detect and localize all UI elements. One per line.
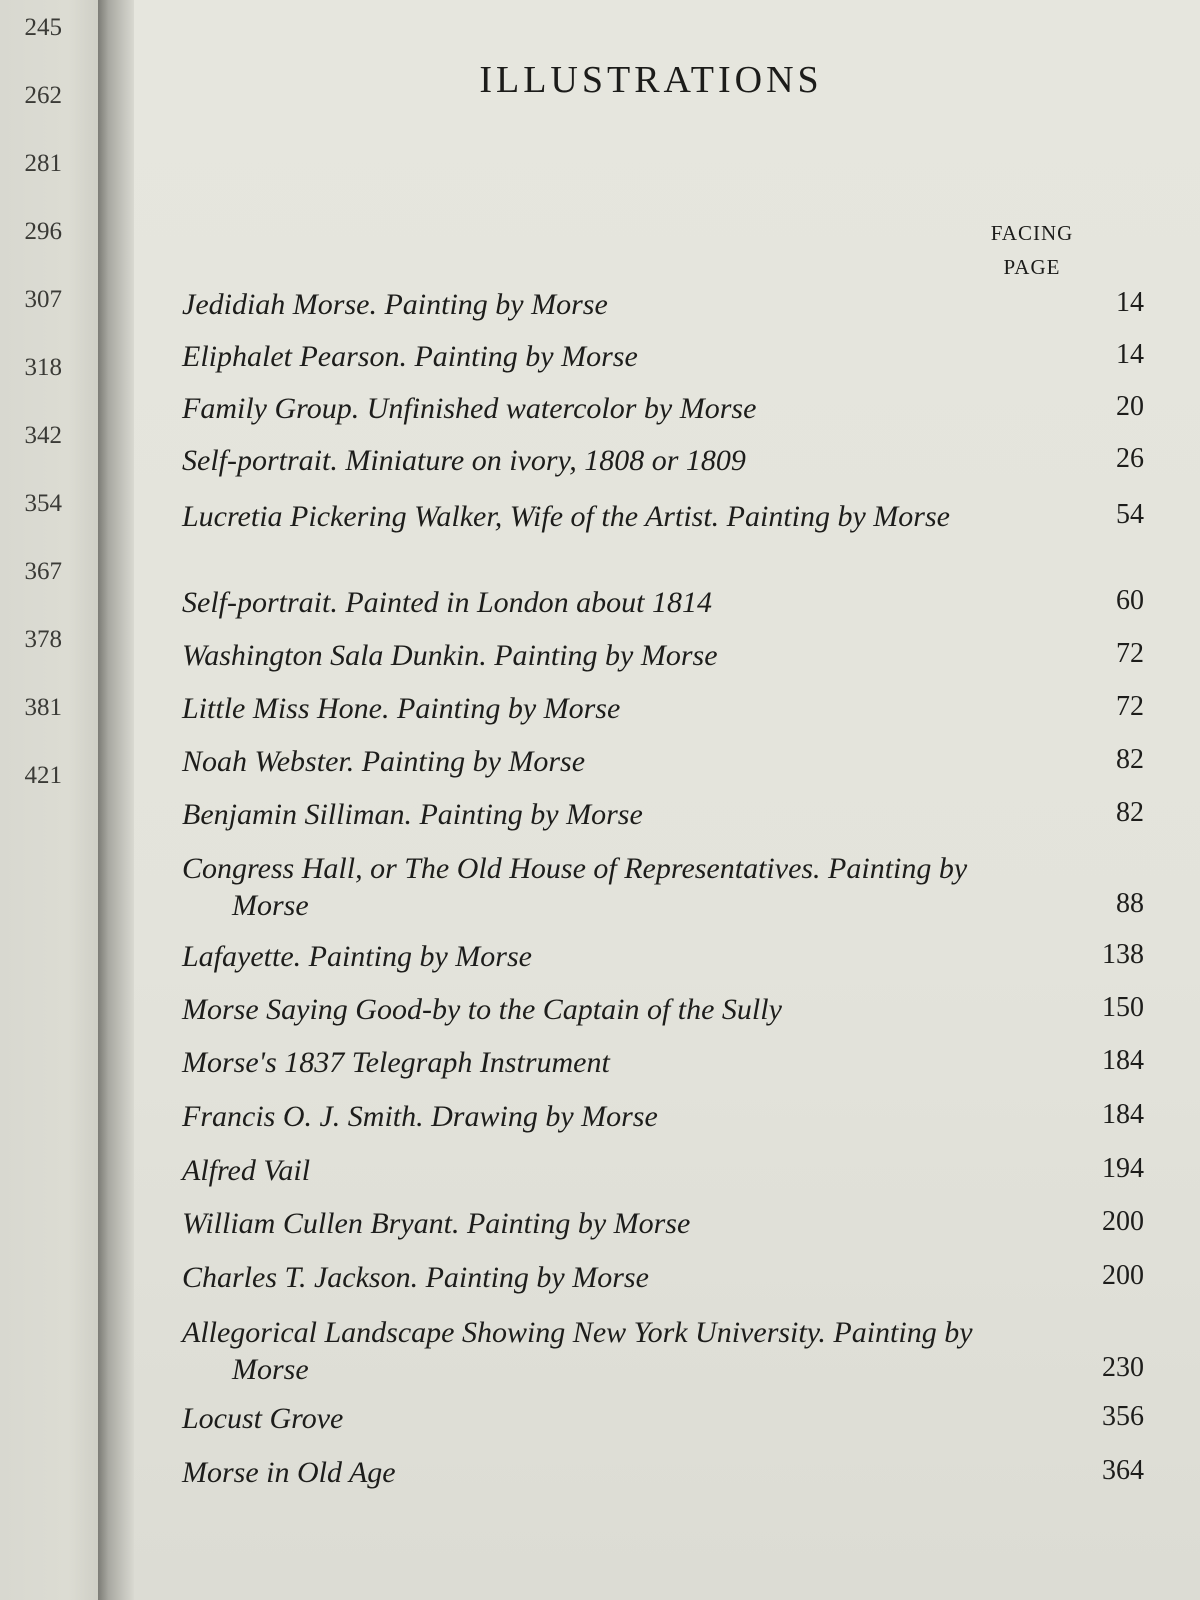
previous-page-number: 281 [24,150,62,177]
illustration-entry [182,991,1144,1028]
previous-page-number: 307 [24,286,62,313]
entry-title: Benjamin Silliman. Painting by Morse [182,798,643,831]
entry-page-number: 364 [1102,1455,1144,1486]
entry-title: Washington Sala Dunkin. Painting by Morse [182,639,718,672]
entry-title: Morse's 1837 Telegraph Instrument [182,1046,610,1079]
illustration-entry [182,743,1144,780]
entry-title: Jedidiah Morse. Painting by Morse [182,288,608,321]
entry-page-number: 88 [1116,888,1144,919]
page-label: PAGE [1003,255,1061,279]
illustration-entry [182,1098,1144,1135]
entry-page-number: 200 [1102,1206,1144,1237]
page-title: ILLUSTRATIONS [479,59,823,101]
illustration-entry [182,390,1144,427]
entry-page-number: 82 [1116,797,1144,828]
entry-title: Little Miss Hone. Painting by Morse [182,692,621,725]
entry-page-number: 194 [1102,1153,1144,1184]
illustration-entry [182,850,1144,924]
illustration-entry [182,1152,1144,1189]
entry-title: Self-portrait. Painted in London about 1814 [182,586,712,619]
entry-page-number: 230 [1102,1352,1144,1383]
illustration-entry [182,1044,1144,1081]
entry-page-number: 20 [1116,391,1144,422]
illustrations-page [134,0,1200,1600]
entry-title: William Cullen Bryant. Painting by Morse [182,1207,691,1240]
entry-page-number: 26 [1116,443,1144,474]
entry-page-number: 14 [1116,287,1144,318]
illustration-entry [182,1259,1144,1296]
previous-page-number: 245 [24,14,62,41]
entry-page-number: 14 [1116,339,1144,370]
entry-title: Congress Hall, or The Old House of Representatives. Painting by Morse [182,852,968,922]
entry-page-number: 54 [1116,499,1144,530]
entry-title: Locust Grove [182,1402,344,1435]
entry-title: Francis O. J. Smith. Drawing by Morse [182,1100,658,1133]
illustration-entry [182,286,1144,323]
illustration-entry [182,1454,1144,1491]
previous-page-edge [0,0,98,1600]
entry-page-number: 72 [1116,638,1144,669]
entry-page-number: 82 [1116,744,1144,775]
previous-page-number: 367 [24,558,62,585]
illustration-entry [182,938,1144,975]
previous-page-number: 354 [24,490,62,517]
illustration-entry [182,796,1144,833]
previous-page-number: 342 [24,422,62,449]
entry-page-number: 60 [1116,585,1144,616]
entry-title: Lafayette. Painting by Morse [182,940,532,973]
facing-page-heading [972,216,1092,284]
entry-title: Noah Webster. Painting by Morse [182,745,586,778]
entry-page-number: 138 [1102,939,1144,970]
entry-page-number: 150 [1102,992,1144,1023]
facing-label: FACING [990,221,1074,245]
illustration-entry [182,690,1144,727]
entry-page-number: 356 [1102,1401,1144,1432]
entry-title: Morse in Old Age [182,1456,396,1489]
previous-page-number: 262 [24,82,62,109]
illustration-entry [182,637,1144,674]
entry-title: Allegorical Landscape Showing New York University. Painting by Morse [182,1316,973,1386]
previous-page-number: 381 [24,694,62,721]
illustration-entry [182,584,1144,621]
illustration-entry [182,442,1144,479]
entry-page-number: 200 [1102,1260,1144,1291]
book-gutter [98,0,134,1600]
entry-page-number: 184 [1102,1045,1144,1076]
entry-title: Eliphalet Pearson. Painting by Morse [182,340,638,373]
entry-page-number: 72 [1116,691,1144,722]
previous-page-number: 296 [24,218,62,245]
illustration-entry [182,338,1144,375]
entry-title: Morse Saying Good-by to the Captain of the Sully [182,993,782,1026]
previous-page-number: 318 [24,354,62,381]
previous-page-number: 378 [24,626,62,653]
illustration-entry [182,1400,1144,1437]
entry-title: Alfred Vail [182,1154,311,1187]
previous-page-number: 421 [24,762,62,789]
entry-title: Lucretia Pickering Walker, Wife of the Artist. Painting by Morse [182,500,950,533]
entry-title: Charles T. Jackson. Painting by Morse [182,1261,649,1294]
illustration-entry [182,1314,1144,1388]
entry-title: Family Group. Unfinished watercolor by Morse [182,392,757,425]
entry-title: Self-portrait. Miniature on ivory, 1808 or 1809 [182,444,746,477]
illustration-entry [182,1205,1144,1242]
illustration-entry [182,498,1144,535]
entry-page-number: 184 [1102,1099,1144,1130]
